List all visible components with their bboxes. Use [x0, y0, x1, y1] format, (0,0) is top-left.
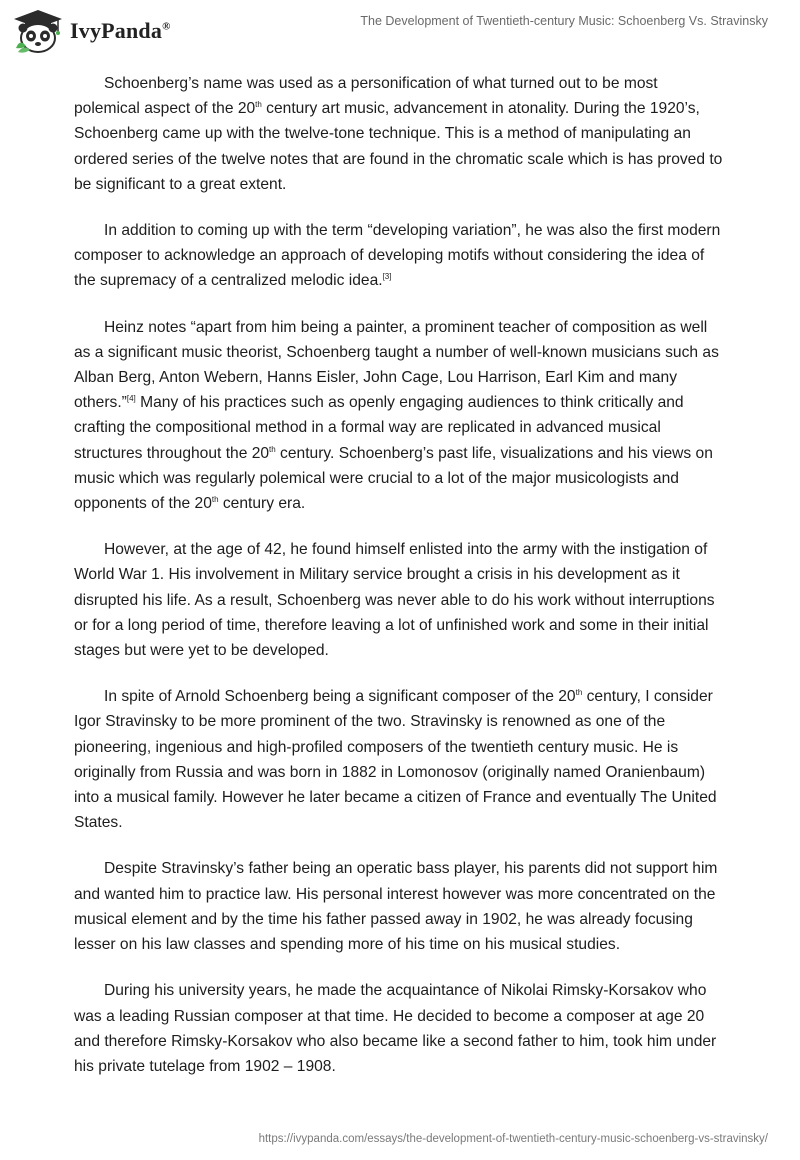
paragraph-7: During his university years, he made the acquaintance of Nikolai Rimsky-Korsakov who was a leading Russian composer at that time. He decided to become a composer at age 20 and therefore Rimsky-Korsakov who also became like a second father to him, took him under his private tutelage from 1902 – 1908.: [74, 982, 717, 1075]
document-title: The Development of Twentieth-century Music: Schoenberg Vs. Stravinsky: [360, 14, 768, 28]
brand-logo[interactable]: [12, 8, 171, 54]
paragraph-3: Heinz notes “apart from him being a painter, a prominent teacher of composition as well as a significant music theorist, Schoenberg taught a number of well-known musicians such as Alban Berg, Anton Webern, Hanns Eisler, John Cage, Lou Harrison, Earl Kim and many others.”[4] Many of his practices such as openly engaging audiences to think critically and crafting the compositional method in a formal way are replicated in advanced musical structures throughout the 20th century. Schoenberg’s past life, visualizations and his views on music which was regularly polemical were crucial to a lot of the major musicologists and opponents of the 20th century era.: [74, 318, 719, 513]
footnote-ref-3[interactable]: [3]: [382, 272, 392, 282]
source-url[interactable]: https://ivypanda.com/essays/the-development-of-twentieth-century-music-schoenberg-vs-stravinsky/: [258, 1133, 768, 1145]
paragraph-1: Schoenberg’s name was used as a personification of what turned out to be most polemical aspect of the 20th century art music, advancement in atonality. During the 1920’s, Schoenberg came up with the twelve-tone technique. This is a method of manipulating an ordered series of the twelve notes that are found in the chromatic scale which is has proved to be significant to a great extent.: [74, 75, 723, 193]
panda-mascot-icon: [12, 8, 64, 54]
paragraph-6: Despite Stravinsky’s father being an operatic bass player, his parents did not support him and wanted him to practice law. His personal interest however was more concentrated on the musical element and by the time his father passed away in 1902, he was already focusing lesser on his law classes and spending more of his time on his musical studies.: [74, 860, 718, 954]
paragraph-5: In spite of Arnold Schoenberg being a significant composer of the 20th century, I consider Igor Stravinsky to be more prominent of the two. Stravinsky is renowned as one of the pioneering, ingenious and high-profiled composers of the twentieth century music. He is originally from Russia and was born in 1882 in Lomonosov (originally named Oranienbaum) into a musical family. However he later became a citizen of France and eventually The United States.: [74, 688, 717, 832]
footnote-ref-4[interactable]: [4]: [126, 394, 136, 404]
paragraph-4: However, at the age of 42, he found himself enlisted into the army with the instigation of World War 1. His involvement in Military service brought a crisis in his development as it disrupted his life. As a result, Schoenberg was never able to do his work without interruptions or for a long period of time, therefore leaving a lot of unfinished work and some in their initial stages but were yet to be developed.: [74, 541, 715, 660]
brand-name: IvyPanda®: [70, 18, 171, 43]
paragraph-2: In addition to coming up with the term “developing variation”, he was also the first modern composer to acknowledge an approach of developing motifs without considering the idea of the supremacy of a centralized melodic idea.[3]: [74, 222, 721, 290]
essay-body: [74, 71, 726, 1100]
page-header: [0, 0, 800, 60]
